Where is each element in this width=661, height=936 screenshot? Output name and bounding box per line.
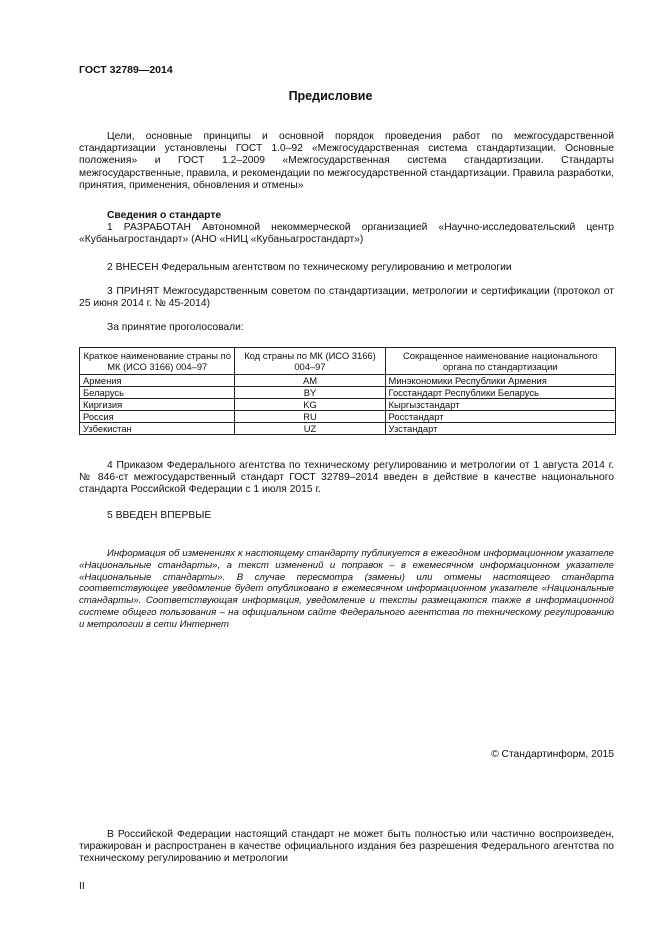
item-3: 3 ПРИНЯТ Межгосударственным советом по стандартизации, метрологии и сертификации (протокол от 25 июня 2014 г. № 45-2014)	[79, 286, 614, 310]
item-1: 1 РАЗРАБОТАН Автономной некоммерческой организацией «Научно-исследовательский центр «Кубаньагростандарт» (АНО «НИЦ «Кубаньагростандарт»)	[79, 222, 614, 246]
table-cell: KG	[235, 399, 385, 411]
table-cell: Армения	[80, 375, 235, 387]
voted-label: За принятие проголосовали:	[107, 322, 244, 333]
info-heading: Сведения о стандарте	[107, 210, 222, 221]
copyright: © Стандартинформ, 2015	[491, 749, 614, 760]
table-row	[80, 423, 616, 435]
table-row	[80, 375, 616, 387]
table-cell: Минэкономики Республики Армения	[385, 375, 615, 387]
table-cell: UZ	[235, 423, 385, 435]
table-cell: Узбекистан	[80, 423, 235, 435]
table-cell: RU	[235, 411, 385, 423]
table-cell: Беларусь	[80, 387, 235, 399]
table-cell: BY	[235, 387, 385, 399]
table-cell: Узстандарт	[385, 423, 615, 435]
table-row	[80, 399, 616, 411]
table-cell: Россия	[80, 411, 235, 423]
table-header-body: Сокращенное наименование национального органа по стандартизации	[385, 348, 615, 375]
table-cell: Госстандарт Республики Беларусь	[385, 387, 615, 399]
intro-paragraph: Цели, основные принципы и основной порядок проведения работ по межгосударственной стандартизации установлены ГОСТ 1.0–92 «Межгосударственная система стандартизации. Основные положения» и ГОСТ 1.2–2009 «Межгосударственная система стандартизации. Стандарты межгосударственные, правила, и рекомендации по межгосударственной стандартизации. Правила разработки, принятия, применения, обновления и отмены»	[79, 131, 614, 191]
table-row	[80, 411, 616, 423]
amendments-notice: Информация об изменениях к настоящему стандарту публикуется в ежегодном информационном указателе «Национальные стандарты», а текст изменений и поправок – в ежемесячном информационном указателе «Национальные стандарты». В случае пересмотра (замены) или отмены настоящего стандарта соответствующее уведомление будет опубликовано в ежемесячном информационном указателе «Национальные стандарты». Соответствующая информация, уведомление и тексты размещаются также в информационной системе общего пользования – на официальном сайте Федерального агентства по техническому регулированию и метрологии в сети Интернет	[79, 548, 614, 630]
page-number: II	[79, 881, 85, 892]
table-cell: Кыргызстандарт	[385, 399, 615, 411]
table-cell: Росстандарт	[385, 411, 615, 423]
item-2: 2 ВНЕСЕН Федеральным агентством по техническому регулированию и метрологии	[107, 262, 512, 273]
item-4: 4 Приказом Федерального агентства по техническому регулированию и метрологии от 1 августа 2014 г. № 846-ст межгосударственный стандарт ГОСТ 32789–2014 введен в действие в качестве национального стандарта Российской Федерации с 1 июля 2015 г.	[79, 460, 614, 496]
table-header-country: Краткое наименование страны по МК (ИСО 3166) 004–97	[80, 348, 235, 375]
table-cell: Киргизия	[80, 399, 235, 411]
table-row	[80, 387, 616, 399]
document-code: ГОСТ 32789—2014	[79, 64, 173, 76]
restriction-paragraph: В Российской Федерации настоящий стандарт не может быть полностью или частично воспроизведен, тиражирован и распространен в качестве официального издания без разрешения Федерального агентства по техническому регулированию и метрологии	[79, 829, 614, 865]
table-header-code: Код страны по МК (ИСО 3166) 004–97	[235, 348, 385, 375]
page-title: Предисловие	[288, 89, 373, 103]
table-cell: AM	[235, 375, 385, 387]
item-5: 5 ВВЕДЕН ВПЕРВЫЕ	[107, 510, 212, 521]
voting-table	[79, 347, 616, 435]
